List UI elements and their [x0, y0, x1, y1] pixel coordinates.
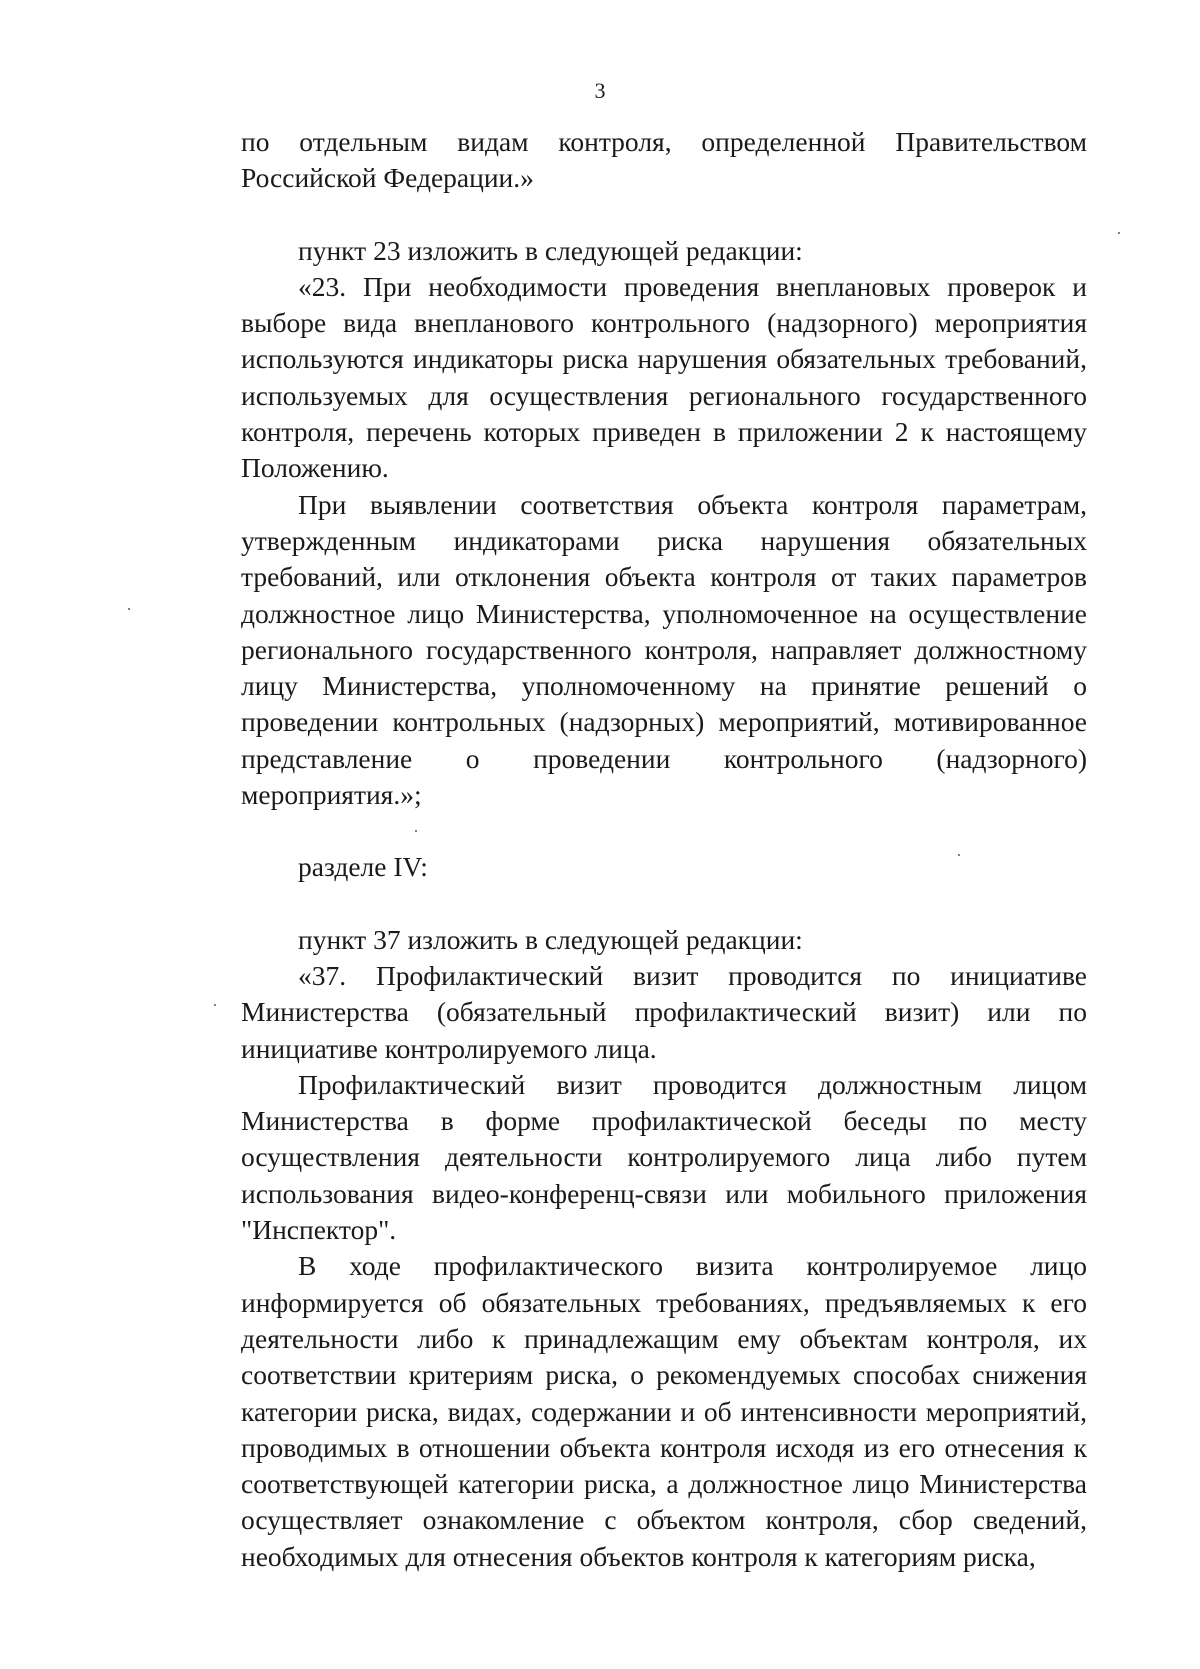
paragraph-point-23-heading: пункт 23 изложить в следующей редакции: — [298, 234, 803, 266]
scan-speck — [958, 854, 960, 856]
scan-speck — [1118, 232, 1120, 234]
scan-speck — [415, 830, 417, 832]
document-body — [241, 124, 1087, 1575]
paragraph-point-37-heading: пункт 37 изложить в следующей редакции: — [298, 923, 803, 955]
scan-speck — [214, 1004, 216, 1006]
paragraph-visit-format: Профилактический визит проводится должностным лицом Министерства в форме профилактической беседы по месту осуществления деятельности контролируемого лица либо путем использования видео-конференц-связи или мобильного приложения "Инспектор". — [241, 1068, 1087, 1246]
paragraph-continuation: по отдельным видам контроля, определенной Правительством Российской Федерации.» — [241, 126, 1087, 194]
paragraph-point-23-text: «23. При необходимости проведения внеплановых проверок и выборе вида внепланового контрольного (надзорного) мероприятия используются индикаторы риска нарушения обязательных требований, используемых для осуществления регионального государственного контроля, перечень которых приведен в приложении 2 к настоящему Положению. — [241, 270, 1087, 484]
page-number: 3 — [594, 78, 606, 103]
paragraph-risk-indicators: При выявлении соответствия объекта контроля параметрам, утвержденным индикаторами риска нарушения обязательных требований, или отклонения объекта контроля от таких параметров должностное лицо Министерства, уполномоченное на осуществление регионального государственного контроля, направляет должностному лицу Министерства, уполномоченному на принятие решений о проведении контрольных (надзорных) мероприятий, мотивированное представление о проведении контрольного (надзорного) мероприятия.»; — [241, 488, 1087, 811]
paragraph-section-iv: разделе IV: — [298, 851, 428, 883]
paragraph-point-37-text: «37. Профилактический визит проводится по инициативе Министерства (обязательный профилактический визит) или по инициативе контролируемого лица. — [241, 959, 1087, 1064]
scan-speck — [128, 608, 130, 610]
paragraph-visit-content: В ходе профилактического визита контролируемое лицо информируется об обязательных требованиях, предъявляемых к его деятельности либо к принадлежащим ему объектам контроля, их соответствии критериям риска, о рекомендуемых способах снижения категории риска, видах, содержании и об интенсивности мероприятий, проводимых в отношении объекта контроля исходя из его отнесения к соответствующей категории риска, а должностное лицо Министерства осуществляет ознакомление с объектом контроля, сбор сведений, необходимых для отнесения объектов контроля к категориям риска, — [241, 1250, 1087, 1572]
